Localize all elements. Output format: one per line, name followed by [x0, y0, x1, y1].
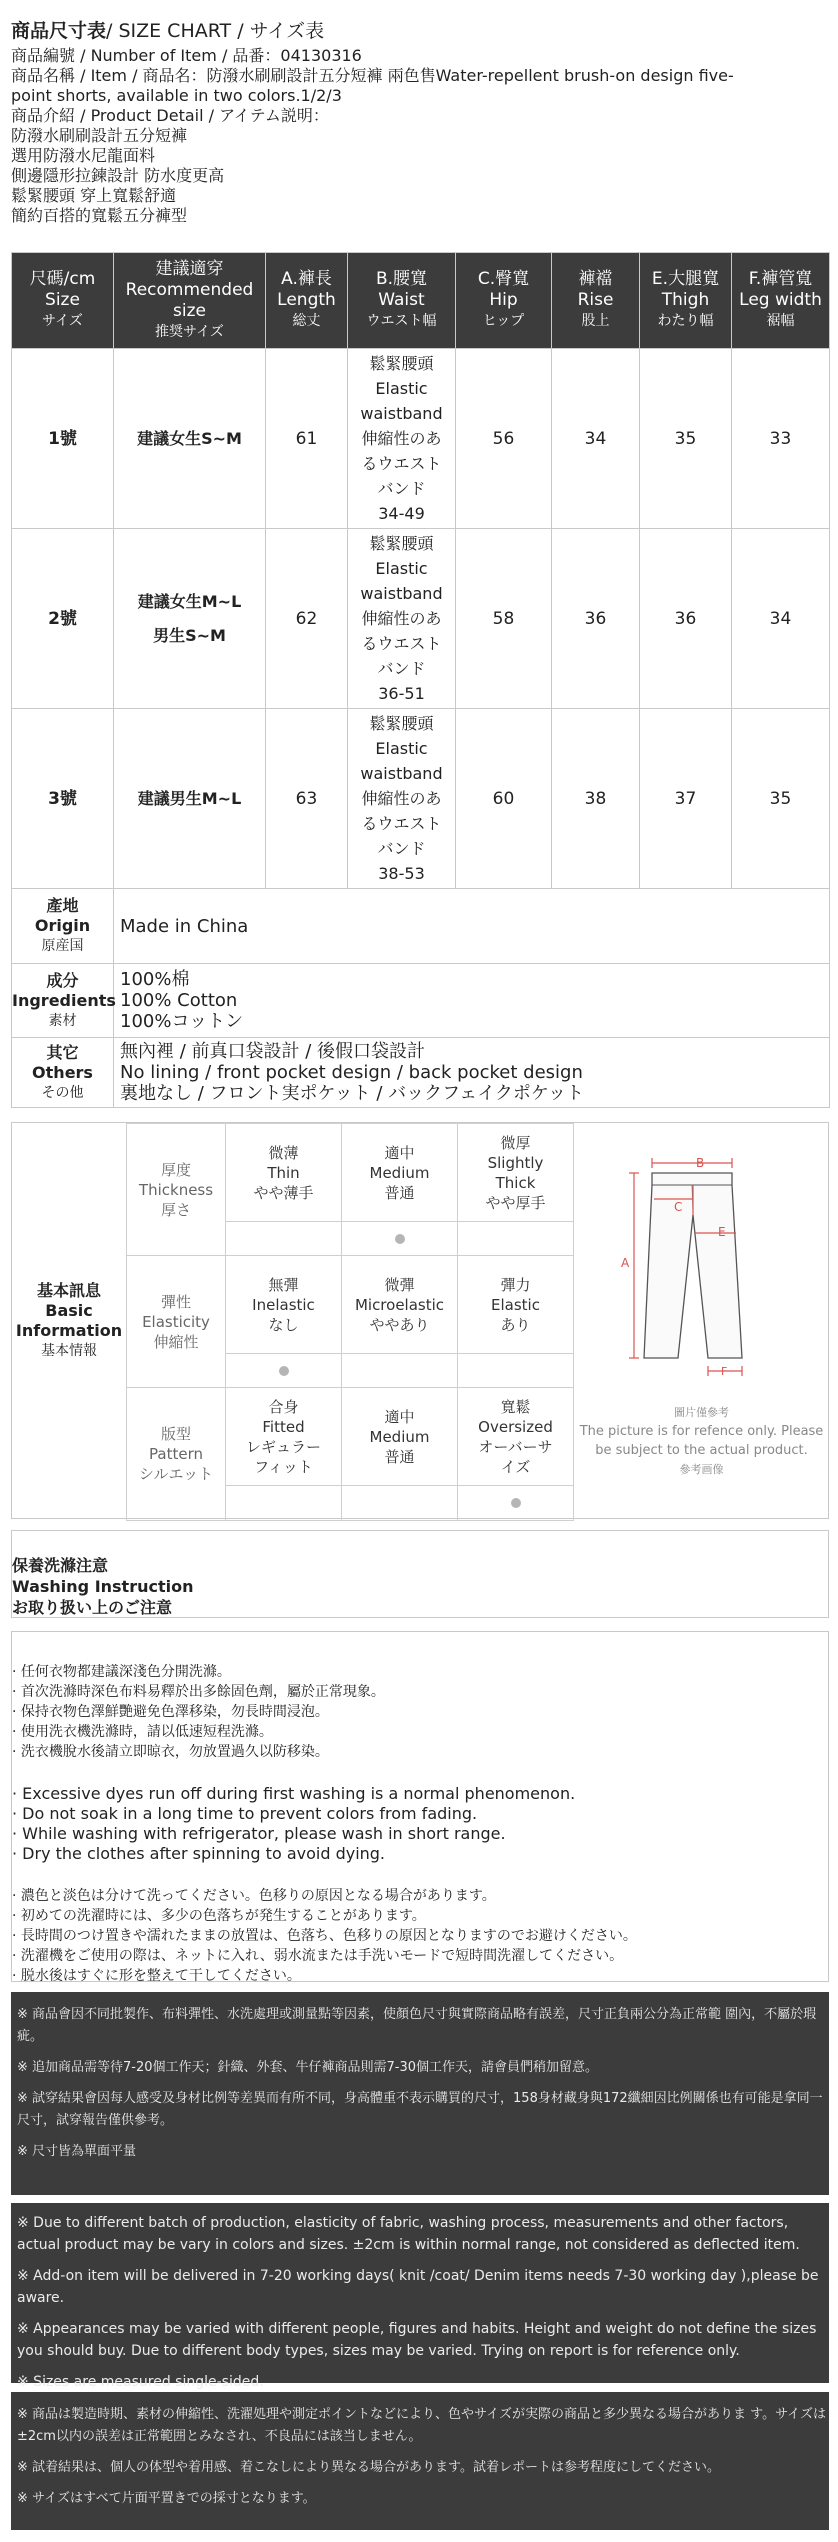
leg-width-cell: 33	[732, 349, 830, 529]
washing-title-ja: お取り扱い上のご注意	[12, 1598, 173, 1617]
others-value: 無內裡 / 前真口袋設計 / 後假口袋設計 No lining / front pocket design / back pocket design 裏地なし / フロント実ポケット / バックフェイクポケット	[114, 1038, 830, 1108]
basic-information-label: 基本訊息 Basic Information 基本情報	[15, 1280, 123, 1359]
elasticity-row	[127, 1256, 574, 1354]
size-cell: 1號	[12, 349, 114, 529]
item-name-cont: point shorts, available in two colors.1/2/3	[11, 86, 342, 105]
rise-cell: 38	[552, 709, 640, 889]
pattern-option-fitted: 合身 Fitted レギュラー フィット	[226, 1388, 342, 1486]
washing-ja-list	[12, 1886, 828, 1986]
pattern-row	[127, 1388, 574, 1486]
pants-measurement-illustration	[592, 1153, 812, 1393]
notice-item: ※ Sizes are measured single-sided.	[17, 2374, 264, 2390]
list-item: · 脱水後はすぐに形を整えて干してください。	[12, 1968, 301, 1984]
elasticity-label: 彈性 Elasticity 伸縮性	[127, 1256, 226, 1388]
notice-panel-zh	[11, 1992, 829, 2195]
leg-width-cell: 35	[732, 709, 830, 889]
indicator-cell	[458, 1354, 574, 1388]
basic-information-panel	[11, 1122, 829, 1519]
thickness-option-thick: 微厚 Slightly Thick やや厚手	[458, 1124, 574, 1222]
thickness-label: 厚度 Thickness 厚さ	[127, 1124, 226, 1256]
item-number: 商品編號 / Number of Item / 品番：04130316	[11, 46, 362, 65]
indicator-cell	[226, 1222, 342, 1256]
notice-item: ※ 追加商品需等待7-20個工作天；針織、外套、牛仔褲商品則需7-30個工作天，請會員們稍加留意。	[17, 2060, 599, 2075]
list-item: · 初めての洗濯時には、多少の色落ちが発生することがあります。	[12, 1908, 426, 1924]
notice-panel-ja	[11, 2392, 829, 2530]
attribute-table	[126, 1123, 574, 1521]
measure-e-label: E	[718, 1225, 726, 1239]
waist-cell: 鬆緊腰頭 Elastic waistband 伸縮性のあ るウエスト バンド 34-49	[348, 349, 456, 529]
pants-diagram	[573, 1123, 828, 1518]
indicator-cell	[226, 1354, 342, 1388]
list-item: · 長時間のつけ置きや濡れたままの放置は、色落ち、色移りの原因となりますのでお避けください。	[12, 1928, 637, 1944]
col-length: A.褲長 Length 総丈	[266, 253, 348, 349]
hip-cell: 58	[456, 529, 552, 709]
col-recommended: 建議適穿 Recommended size 推奨サイズ	[114, 253, 266, 349]
origin-label: 產地 Origin 原産国	[12, 889, 114, 964]
notice-item: ※ Add-on item will be delivered in 7-20 working days( knit /coat/ Denim items needs 7-30 working day ),please be aware.	[17, 2268, 819, 2306]
pattern-label: 版型 Pattern シルエット	[127, 1388, 226, 1521]
thigh-cell: 35	[640, 349, 732, 529]
col-size: 尺碼/cm Size サイズ	[12, 253, 114, 349]
elasticity-option-elastic: 彈力 Elastic あり	[458, 1256, 574, 1354]
measure-f-label: F	[721, 1365, 728, 1378]
indicator-cell	[342, 1354, 458, 1388]
list-item: · 任何衣物都建議深淺色分開洗滌。	[12, 1664, 231, 1680]
notice-item: ※ Appearances may be varied with different people, figures and habits. Height and weight do not define the sizes you should buy. Due to different body types, sizes may be varied. Trying on report is for reference only.	[17, 2321, 817, 2359]
title-bold: 商品尺寸表	[11, 20, 107, 42]
waist-cell: 鬆緊腰頭 Elastic waistband 伸縮性のあ るウエスト バンド 38-53	[348, 709, 456, 889]
notice-item: ※ Due to different batch of production, elasticity of fabric, washing process, measurements and other factors, actual product may be vary in colors and sizes. ±2cm is within normal range, not considered as deflected item.	[17, 2215, 800, 2253]
measure-a-label: A	[621, 1256, 630, 1270]
indicator-cell	[342, 1486, 458, 1521]
list-item: · 洗衣機脫水後請立即晾衣，勿放置過久以防移染。	[12, 1744, 329, 1760]
washing-en-list	[12, 1784, 828, 1864]
washing-title-zh: 保養洗滌注意	[12, 1556, 109, 1575]
list-item: · While washing with refrigerator, please wash in short range.	[12, 1824, 506, 1843]
thickness-option-medium: 適中 Medium 普通	[342, 1124, 458, 1222]
length-cell: 61	[266, 349, 348, 529]
leg-width-cell: 34	[732, 529, 830, 709]
table-row	[12, 709, 830, 889]
size-cell: 3號	[12, 709, 114, 889]
notice-item: ※ 試穿結果會因每人感受及身材比例等差異而有所不同，身高體重不表示購買的尺寸，158身材藏身與172纖細因比例關係也有可能是拿同一尺寸，試穿報告僅供參考。	[17, 2091, 823, 2128]
thickness-option-thin: 微薄 Thin やや薄手	[226, 1124, 342, 1222]
size-cell: 2號	[12, 529, 114, 709]
product-detail-label: 商品介紹 / Product Detail / アイテム説明：	[11, 106, 329, 125]
size-chart-table	[11, 252, 830, 1108]
waist-cell: 鬆緊腰頭 Elastic waistband 伸縮性のあ るウエスト バンド 36-51	[348, 529, 456, 709]
list-item: · 首次洗滌時深色布料易釋於出多餘固色劑，屬於正常現象。	[12, 1684, 385, 1700]
indicator-cell	[458, 1222, 574, 1256]
notice-item: ※ 商品會因不同批製作、布料彈性、水洗處理或測量點等因素，使顏色尺寸與實際商品略有誤差，尺寸正負兩公分為正常範 圍內，不屬於瑕疵。	[17, 2007, 817, 2044]
notice-item: ※ サイズはすべて片面平置きでの採寸となります。	[17, 2491, 316, 2506]
item-name: 商品名稱 / Item / 商品名：防潑水刷刷設計五分短褲 兩色售Water-repellent brush-on design five-	[11, 66, 734, 85]
list-item: · 保持衣物色澤鮮艷避免色澤移染，勿長時間浸泡。	[12, 1704, 329, 1720]
origin-value: Made in China	[114, 889, 830, 964]
washing-instruction-body	[11, 1631, 829, 1982]
detail-line: 側邊隱形拉鍊設計 防水度更高	[11, 166, 225, 185]
elasticity-option-inelastic: 無彈 Inelastic なし	[226, 1256, 342, 1354]
recommended-cell: 建議女生S~M	[114, 349, 266, 529]
list-item: · Do not soak in a long time to prevent colors from fading.	[12, 1804, 478, 1823]
length-cell: 63	[266, 709, 348, 889]
title-rest: / SIZE CHART / サイズ表	[106, 20, 325, 42]
measure-c-label: C	[674, 1200, 683, 1214]
ingredients-value: 100%棉 100% Cotton 100%コットン	[114, 964, 830, 1038]
others-row	[12, 1038, 830, 1108]
washing-zh-list	[12, 1662, 828, 1762]
col-hip: C.臀寬 Hip ヒップ	[456, 253, 552, 349]
indicator-cell	[458, 1486, 574, 1521]
notice-item: ※ 試着結果は、個人の体型や着用感、着こなしにより異なる場合があります。試着レポートは参考程度にしてください。	[17, 2460, 720, 2475]
washing-title-en: Washing Instruction	[12, 1577, 194, 1596]
notice-item: ※ 尺寸皆為單面平量	[17, 2144, 137, 2159]
selected-indicator-dot	[395, 1234, 405, 1244]
washing-instruction-header	[11, 1530, 829, 1618]
col-waist: B.腰寬 Waist ウエスト幅	[348, 253, 456, 349]
list-item: · 使用洗衣機洗滌時，請以低速短程洗滌。	[12, 1724, 273, 1740]
notice-panel-en	[11, 2203, 829, 2390]
diagram-caption: 圖片僅參考 The picture is for refence only. Please be subject to the actual product. 參考画像	[579, 1406, 824, 1476]
elasticity-option-micro: 微彈 Microelastic ややあり	[342, 1256, 458, 1354]
rise-cell: 36	[552, 529, 640, 709]
list-item: · 濃色と淡色は分けて洗ってください。色移りの原因となる場合があります。	[12, 1888, 496, 1904]
size-table-header	[12, 253, 830, 349]
detail-line: 鬆緊腰頭 穿上寬鬆舒適	[11, 186, 177, 205]
recommended-cell: 建議女生M~L 男生S~M	[114, 529, 266, 709]
page-title	[11, 18, 831, 44]
pattern-option-oversized: 寬鬆 Oversized オーバーサ イズ	[458, 1388, 574, 1486]
length-cell: 62	[266, 529, 348, 709]
detail-line: 簡約百搭的寬鬆五分褲型	[11, 206, 188, 225]
thigh-cell: 36	[640, 529, 732, 709]
thickness-row	[127, 1124, 574, 1222]
measure-b-label: B	[696, 1156, 705, 1170]
rise-cell: 34	[552, 349, 640, 529]
selected-indicator-dot	[279, 1366, 289, 1376]
hip-cell: 60	[456, 709, 552, 889]
ingredients-row	[12, 964, 830, 1038]
table-row	[12, 349, 830, 529]
recommended-cell: 建議男生M~L	[114, 709, 266, 889]
col-rise: 褲襠 Rise 股上	[552, 253, 640, 349]
col-leg-width: F.褲管寬 Leg width 裾幅	[732, 253, 830, 349]
col-thigh: E.大腿寬 Thigh わたり幅	[640, 253, 732, 349]
product-header	[11, 18, 831, 226]
detail-line: 防潑水刷刷設計五分短褲	[11, 126, 188, 145]
thigh-cell: 37	[640, 709, 732, 889]
selected-indicator-dot	[511, 1498, 521, 1508]
indicator-cell	[342, 1222, 458, 1256]
list-item: · Dry the clothes after spinning to avoid dying.	[12, 1844, 386, 1863]
pattern-option-medium: 適中 Medium 普通	[342, 1388, 458, 1486]
table-row	[12, 529, 830, 709]
ingredients-label: 成分 Ingredients 素材	[12, 964, 114, 1038]
list-item: · 洗濯機をご使用の際は、ネットに入れ、弱水流または手洗いモードで短時間洗濯してください。	[12, 1948, 624, 1964]
list-item: · Excessive dyes run off during first washing is a normal phenomenon.	[12, 1784, 576, 1803]
detail-line: 選用防潑水尼龍面料	[11, 146, 156, 165]
others-label: 其它 Others その他	[12, 1038, 114, 1108]
hip-cell: 56	[456, 349, 552, 529]
notice-item: ※ 商品は製造時期、素材の伸縮性、洗濯処理や測定ポイントなどにより、色やサイズが実際の商品と多少異なる場合がありま す。サイズは±2cm以内の誤差は正常範囲とみなされ、不良品には該当しません。	[17, 2407, 827, 2444]
indicator-cell	[226, 1486, 342, 1521]
origin-row	[12, 889, 830, 964]
